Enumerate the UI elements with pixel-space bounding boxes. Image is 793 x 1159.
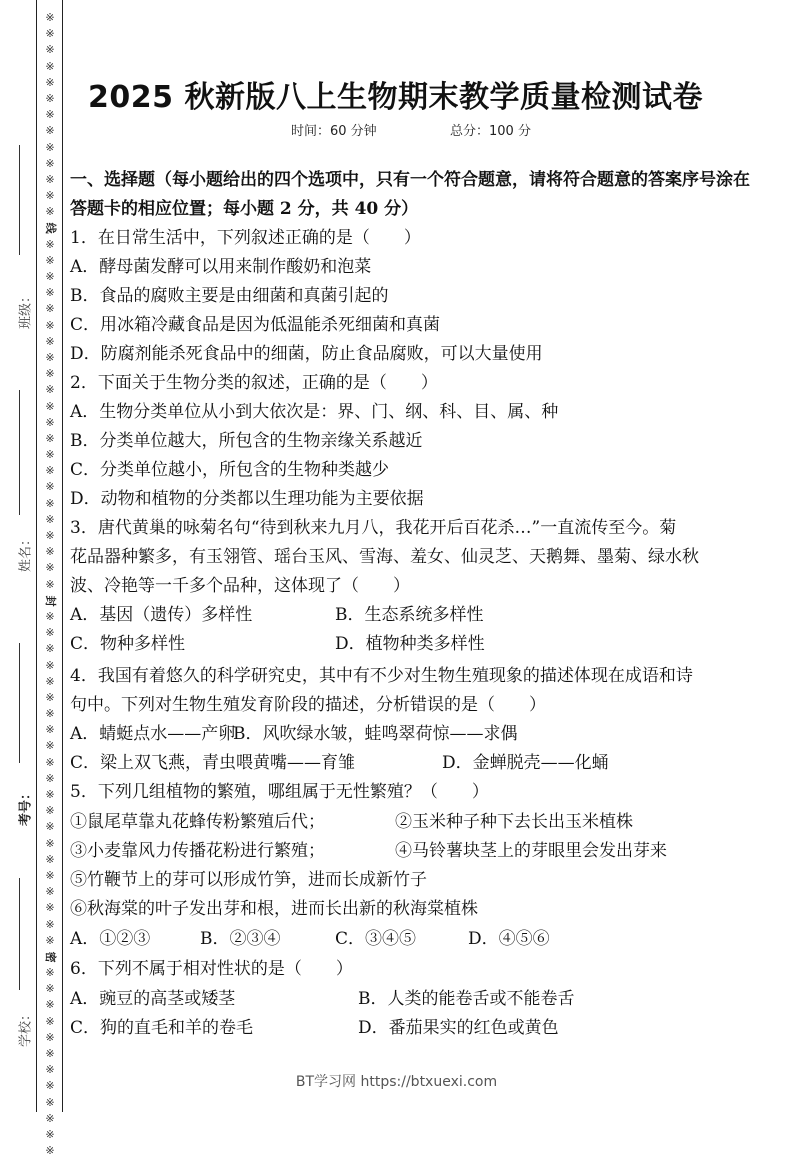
seal-mark: ※ bbox=[45, 690, 55, 704]
seal-char-line: 线 bbox=[44, 223, 58, 235]
question-stem: 2．下面关于生物分类的叙述，正确的是（ ） bbox=[70, 373, 438, 393]
seal-mark: ※ bbox=[45, 1030, 55, 1044]
option-d: D．④⑤⑥ bbox=[468, 929, 550, 949]
seal-mark: ※ bbox=[45, 383, 55, 397]
seal-mark: ※ bbox=[45, 334, 55, 348]
seal-mark: ※ bbox=[45, 626, 55, 640]
seal-mark: ※ bbox=[45, 43, 55, 57]
seal-mark: ※ bbox=[45, 885, 55, 899]
seal-mark: ※ bbox=[45, 189, 55, 203]
seal-mark: ※ bbox=[45, 868, 55, 882]
statement-item: ⑥秋海棠的叶子发出芽和根，进而长出新的秋海棠植株 bbox=[70, 899, 478, 919]
question-stem: 句中。下列对生物生殖发育阶段的描述，分析错误的是（ ） bbox=[70, 695, 546, 715]
exam-number-field-label: 考号： bbox=[18, 787, 34, 827]
seal-mark: ※ bbox=[45, 998, 55, 1012]
watermark-footer: BT学习网 https://btxuexi.com bbox=[295, 1074, 498, 1090]
option-b: B．人类的能卷舌或不能卷舌 bbox=[358, 989, 575, 1009]
seal-mark: ※ bbox=[45, 642, 55, 656]
question-stem: 1．在日常生活中，下列叙述正确的是（ ） bbox=[70, 228, 421, 248]
option-b: B．食品的腐败主要是由细菌和真菌引起的 bbox=[70, 286, 389, 306]
seal-mark: ※ bbox=[45, 852, 55, 866]
question-stem: 5．下列几组植物的繁殖，哪组属于无性繁殖？（ ） bbox=[70, 782, 489, 802]
question-stem: 6．下列不属于相对性状的是（ ） bbox=[70, 959, 353, 979]
option-c: C．用冰箱冷藏食品是因为低温能杀死细菌和真菌 bbox=[70, 315, 441, 335]
option-a: A．酵母菌发酵可以用来制作酸奶和泡菜 bbox=[70, 257, 372, 277]
question-stem: 波、冷艳等一千多个品种，这体现了（ ） bbox=[70, 576, 410, 596]
seal-mark: ※ bbox=[45, 674, 55, 688]
exam-number-field-line[interactable] bbox=[19, 643, 20, 763]
class-field-label: 班级： bbox=[18, 290, 34, 330]
option-b: B．风吹绿水皱，蛙鸣翠荷惊——求偶 bbox=[233, 724, 518, 744]
statement-item: ③小麦靠风力传播花粉进行繁殖； bbox=[70, 841, 325, 861]
seal-mark: ※ bbox=[45, 464, 55, 478]
seal-mark: ※ bbox=[45, 1095, 55, 1109]
seal-mark: ※ bbox=[45, 448, 55, 462]
seal-mark: ※ bbox=[45, 1144, 55, 1158]
seal-mark: ※ bbox=[45, 1079, 55, 1093]
seal-mark: ※ bbox=[45, 237, 55, 251]
statement-item: ⑤竹鞭节上的芽可以形成竹笋，进而长成新竹子 bbox=[70, 870, 427, 890]
option-c: C．狗的直毛和羊的卷毛 bbox=[70, 1018, 254, 1038]
option-b: B．生态系统多样性 bbox=[335, 605, 484, 625]
seal-mark: ※ bbox=[45, 723, 55, 737]
seal-mark: ※ bbox=[45, 75, 55, 89]
statement-item: ①鼠尾草靠丸花蜂传粉繁殖后代； bbox=[70, 812, 325, 832]
seal-char-secret: 密 bbox=[44, 951, 58, 963]
seal-mark: ※ bbox=[45, 124, 55, 138]
option-b: B．分类单位越大，所包含的生物亲缘关系越近 bbox=[70, 431, 423, 451]
seal-mark: ※ bbox=[45, 27, 55, 41]
seal-mark: ※ bbox=[45, 415, 55, 429]
seal-mark: ※ bbox=[45, 788, 55, 801]
option-c: C．梁上双飞燕，青虫喂黄嘴——育雏 bbox=[70, 753, 356, 773]
school-field-label: 学校： bbox=[18, 1008, 34, 1048]
exam-time: 时间：60 分钟 bbox=[291, 124, 377, 139]
seal-mark: ※ bbox=[45, 982, 55, 996]
option-d: D．动物和植物的分类都以生理功能为主要依据 bbox=[70, 489, 424, 509]
binding-line-inner bbox=[62, 0, 63, 1112]
seal-mark: ※ bbox=[45, 431, 55, 445]
seal-mark: ※ bbox=[45, 512, 55, 526]
option-a: A．基因（遗传）多样性 bbox=[70, 605, 253, 625]
seal-mark: ※ bbox=[45, 286, 55, 300]
seal-mark: ※ bbox=[45, 658, 55, 672]
seal-mark: ※ bbox=[45, 609, 55, 623]
page-title: 2025 秋新版八上生物期末教学质量检测试卷 bbox=[88, 80, 703, 115]
seal-mark: ※ bbox=[45, 302, 55, 316]
seal-mark: ※ bbox=[45, 1111, 55, 1125]
seal-mark: ※ bbox=[45, 804, 55, 818]
seal-mark: ※ bbox=[45, 966, 55, 980]
seal-mark: ※ bbox=[45, 253, 55, 267]
question-stem: 3．唐代黄巢的咏菊名句“待到秋来九月八，我花开后百花杀…”一直流传至今。菊 bbox=[70, 518, 677, 538]
seal-mark: ※ bbox=[45, 496, 55, 510]
option-c: C．物种多样性 bbox=[70, 634, 186, 654]
seal-mark: ※ bbox=[45, 1063, 55, 1077]
statement-item: ④马铃薯块茎上的芽眼里会发出芽来 bbox=[395, 841, 667, 861]
seal-mark: ※ bbox=[45, 739, 55, 753]
seal-mark: ※ bbox=[45, 108, 55, 122]
school-field-line[interactable] bbox=[19, 878, 20, 990]
seal-mark: ※ bbox=[45, 1127, 55, 1141]
total-score: 总分：100 分 bbox=[450, 124, 531, 139]
seal-mark: ※ bbox=[45, 707, 55, 721]
seal-mark: ※ bbox=[45, 836, 55, 850]
option-a: A．蜻蜓点水——产卵 bbox=[70, 724, 236, 744]
binding-line-outer bbox=[36, 0, 37, 1112]
seal-mark: ※ bbox=[45, 577, 55, 591]
seal-char-seal: 封 bbox=[44, 595, 58, 607]
seal-mark: ※ bbox=[45, 367, 55, 381]
section-heading: 一、选择题（每小题给出的四个选项中，只有一个符合题意，请将符合题意的答案序号涂在答题卡的相应位置；每小题 2 分，共 40 分） bbox=[70, 170, 750, 219]
seal-mark: ※ bbox=[45, 1047, 55, 1060]
option-a: A．豌豆的高茎或矮茎 bbox=[70, 989, 236, 1009]
seal-mark: ※ bbox=[45, 901, 55, 915]
seal-mark: ※ bbox=[45, 480, 55, 494]
class-field-line[interactable] bbox=[19, 145, 20, 255]
seal-mark: ※ bbox=[45, 205, 55, 219]
seal-mark: ※ bbox=[45, 771, 55, 785]
seal-mark: ※ bbox=[45, 529, 55, 542]
option-d: D．植物种类多样性 bbox=[335, 634, 485, 654]
seal-mark: ※ bbox=[45, 399, 55, 413]
seal-mark: ※ bbox=[45, 140, 55, 154]
seal-mark: ※ bbox=[45, 933, 55, 947]
option-a: A．生物分类单位从小到大依次是：界、门、纲、科、目、属、种 bbox=[70, 402, 559, 422]
seal-mark: ※ bbox=[45, 561, 55, 575]
option-c: C．③④⑤ bbox=[335, 929, 417, 949]
seal-mark: ※ bbox=[45, 11, 55, 24]
question-stem: 花品器种繁多，有玉翎管、瑶台玉风、雪海、羞女、仙灵芝、天鹅舞、墨菊、绿水秋 bbox=[70, 547, 699, 567]
seal-mark: ※ bbox=[45, 270, 55, 283]
seal-mark: ※ bbox=[45, 1014, 55, 1028]
option-b: B．②③④ bbox=[200, 929, 281, 949]
seal-mark: ※ bbox=[45, 755, 55, 769]
option-d: D．防腐剂能杀死食品中的细菌，防止食品腐败，可以大量使用 bbox=[70, 344, 543, 364]
option-c: C．分类单位越小，所包含的生物种类越少 bbox=[70, 460, 390, 480]
name-field-line[interactable] bbox=[19, 390, 20, 515]
seal-mark: ※ bbox=[45, 59, 55, 73]
seal-mark: ※ bbox=[45, 545, 55, 559]
seal-mark: ※ bbox=[45, 350, 55, 364]
seal-mark: ※ bbox=[45, 172, 55, 186]
statement-item: ②玉米种子种下去长出玉米植株 bbox=[395, 812, 633, 832]
seal-mark-column bbox=[40, 10, 60, 1159]
option-a: A．①②③ bbox=[70, 929, 151, 949]
name-field-label: 姓名： bbox=[18, 533, 34, 573]
option-d: D．金蝉脱壳——化蛹 bbox=[442, 753, 609, 773]
seal-mark: ※ bbox=[45, 318, 55, 332]
seal-mark: ※ bbox=[45, 156, 55, 170]
seal-mark: ※ bbox=[45, 917, 55, 931]
question-stem: 4．我国有着悠久的科学研究史，其中有不少对生物生殖现象的描述体现在成语和诗 bbox=[70, 666, 693, 686]
seal-mark: ※ bbox=[45, 820, 55, 834]
option-d: D．番茄果实的红色或黄色 bbox=[358, 1018, 559, 1038]
seal-mark: ※ bbox=[45, 91, 55, 105]
